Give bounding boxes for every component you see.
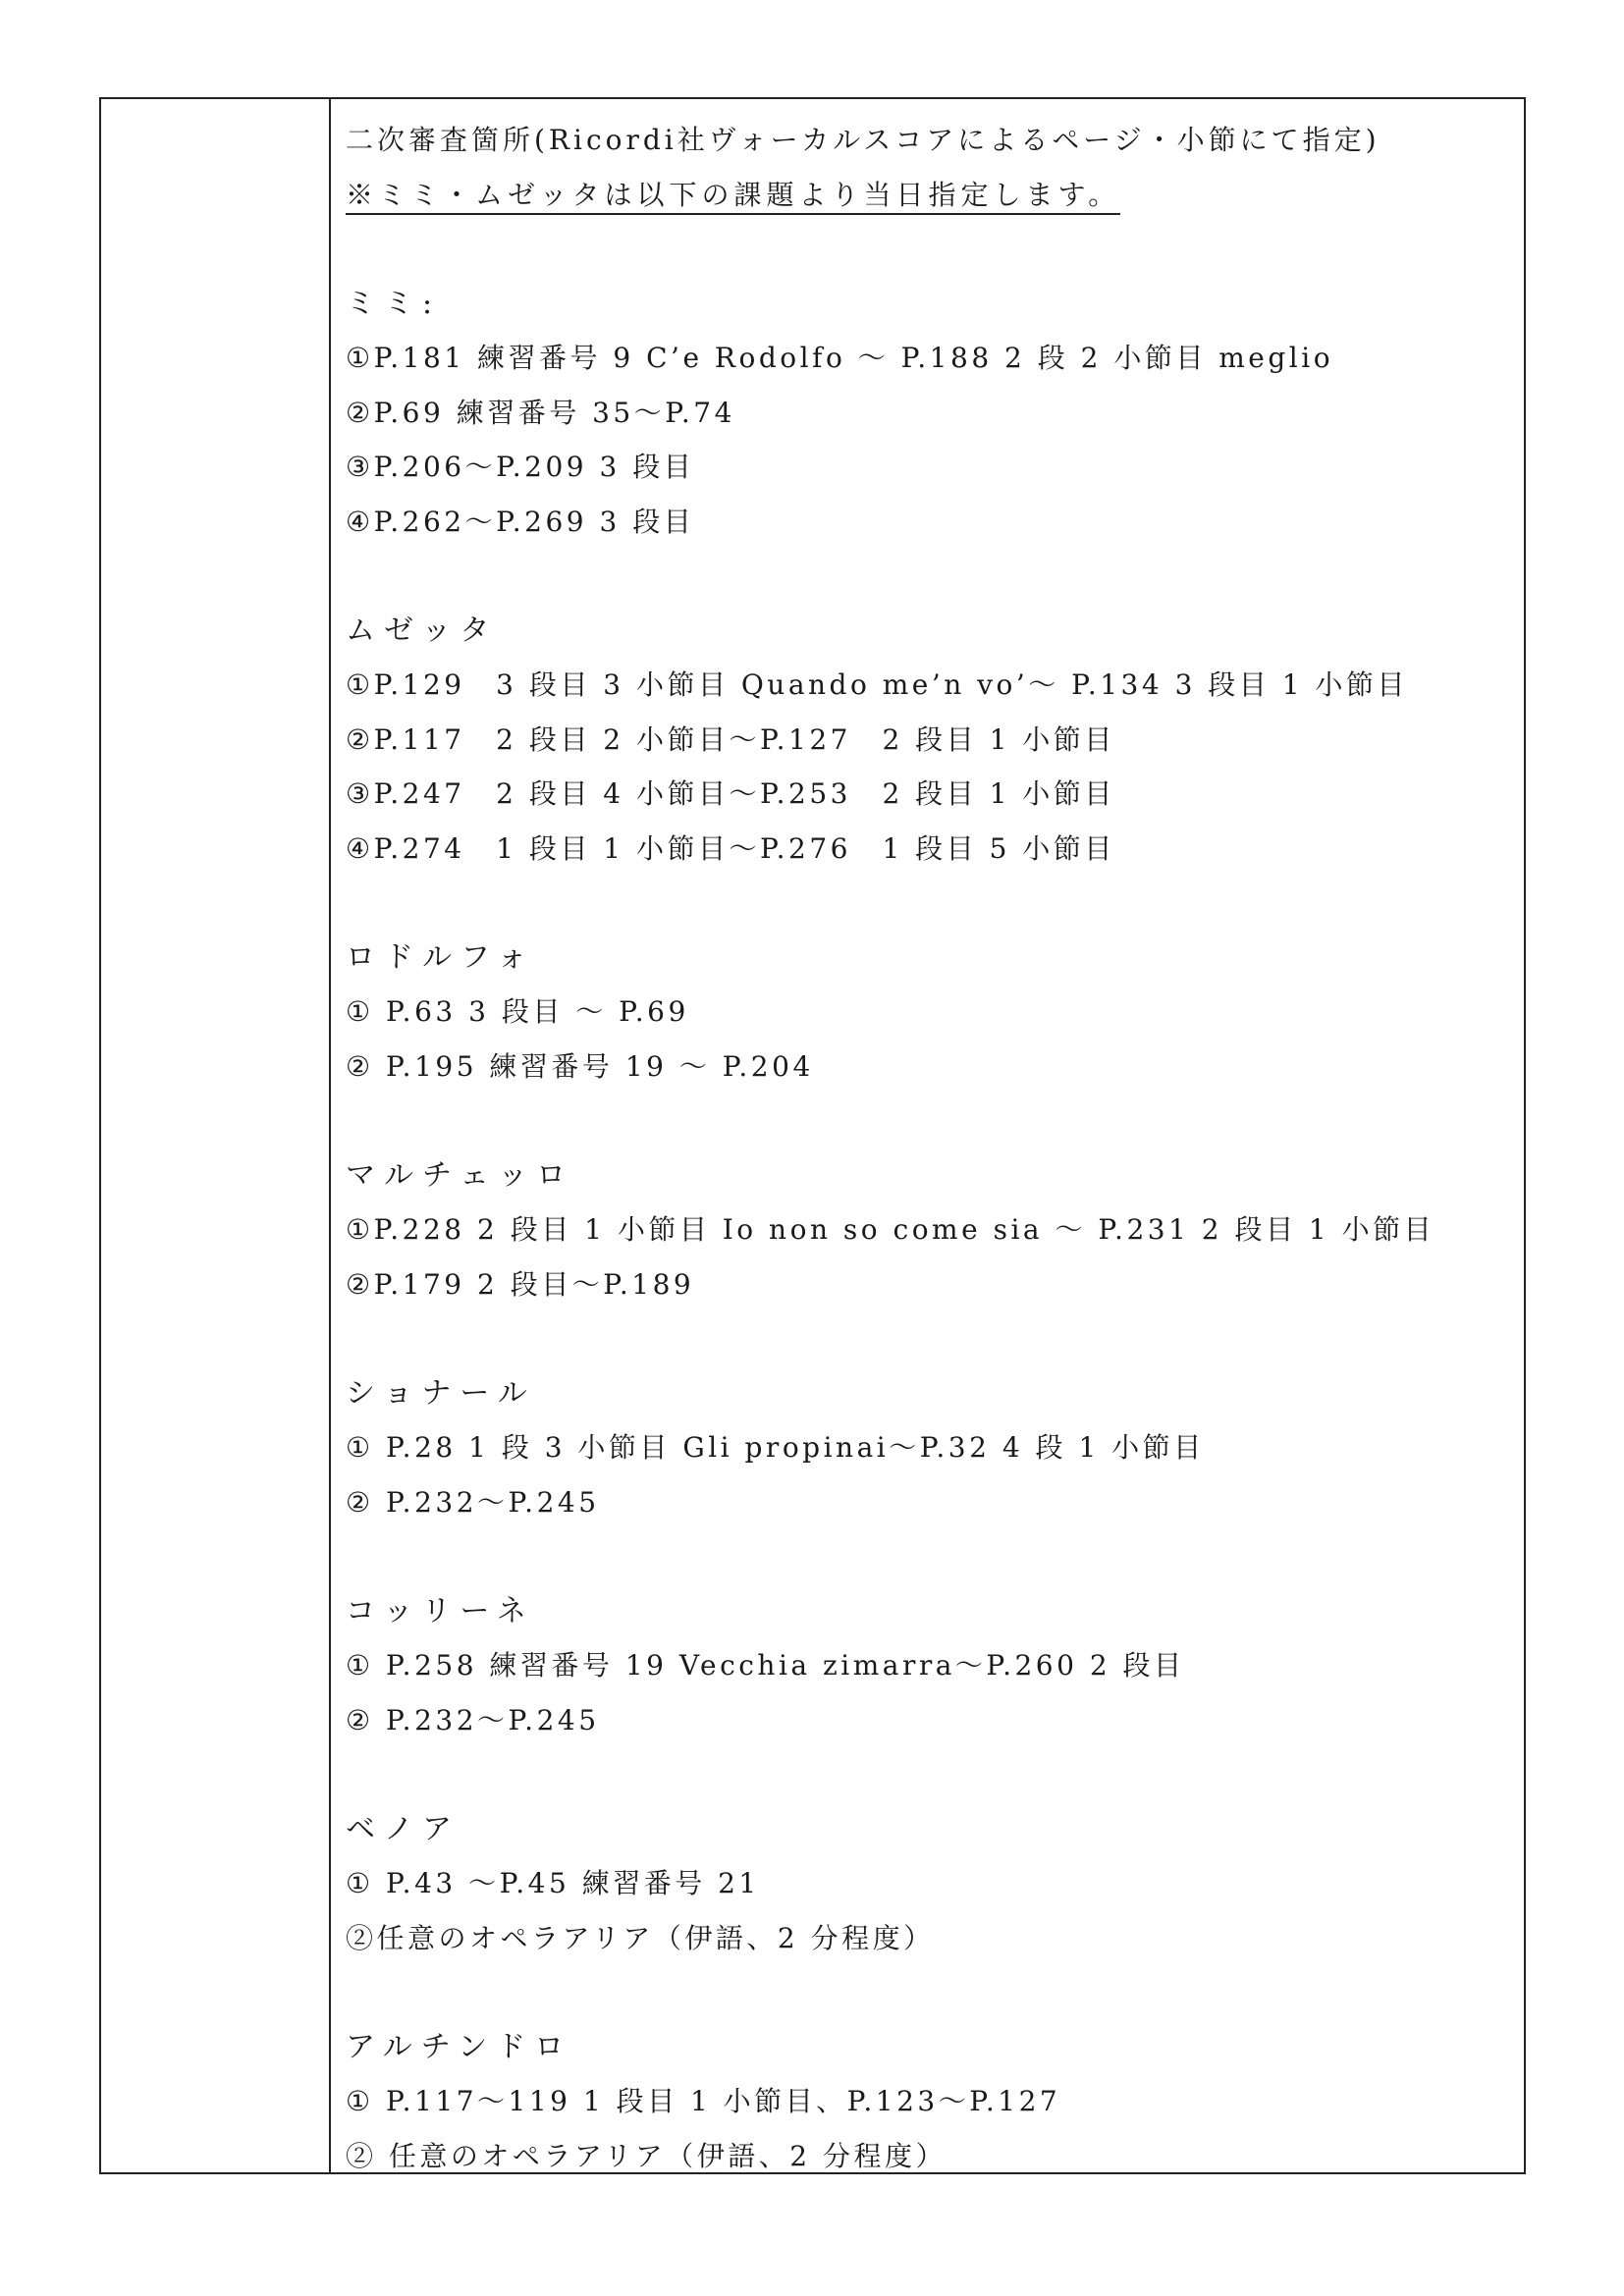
role-heading-alcindoro: アルチンドロ: [346, 2029, 573, 2064]
spacer: [346, 1747, 1524, 1802]
excerpt-item: ②P.69 練習番号 35〜P.74: [346, 396, 735, 429]
excerpt-item: ④P.274 1 段目 1 小節目〜P.276 1 段目 5 小節目: [346, 831, 1115, 865]
role-heading-mimi: ミミ:: [346, 286, 442, 321]
spacer: [346, 1094, 1524, 1148]
role-heading-schaunard: ショナール: [346, 1375, 536, 1411]
excerpt-item: ① P.43 〜P.45 練習番号 21: [346, 1867, 760, 1899]
role-heading-rodolfo: ロドルフォ: [346, 939, 536, 975]
excerpt-item: ④P.262〜P.269 3 段目: [346, 505, 695, 538]
excerpt-item: ② 任意のオペラアリア（伊語、2 分程度）: [346, 2139, 947, 2172]
excerpt-item: ②P.179 2 段目〜P.189: [346, 1267, 695, 1301]
role-heading-musetta: ムゼッタ: [346, 613, 499, 648]
section-note-row: [346, 168, 1524, 223]
excerpt-item: ①P.228 2 段目 1 小節目 Io non so come sia 〜 P.231 2 段目 1 小節目: [346, 1213, 1435, 1246]
excerpt-item: ①P.129 3 段目 3 小節目 Quando me’n vo’〜 P.134 3 段目 1 小節目: [346, 668, 1408, 701]
excerpt-item: ② P.232〜P.245: [346, 1703, 600, 1736]
spacer: [346, 1311, 1524, 1366]
excerpt-item: ② P.195 練習番号 19 〜 P.204: [346, 1049, 814, 1083]
table-left-column: [101, 99, 331, 2172]
excerpt-item: ① P.63 3 段目 〜 P.69: [346, 995, 689, 1028]
audition-table: [99, 97, 1526, 2174]
excerpt-item: ②任意のオペラアリア（伊語、2 分程度）: [346, 1921, 935, 1954]
excerpt-item: ②P.117 2 段目 2 小節目〜P.127 2 段目 1 小節目: [346, 722, 1115, 756]
role-heading-marcello: マルチェッロ: [346, 1157, 575, 1193]
table-right-column: [331, 99, 1524, 2172]
spacer: [346, 549, 1524, 604]
spacer: [346, 222, 1524, 277]
section-note: ※ミミ・ムゼッタは以下の課題より当日指定します。: [346, 178, 1120, 215]
excerpt-item: ①P.181 練習番号 9 C’e Rodolfo 〜 P.188 2 段 2 小節目 meglio: [346, 342, 1334, 374]
excerpt-item: ① P.258 練習番号 19 Vecchia zimarra〜P.260 2 段目: [346, 1649, 1185, 1682]
role-heading-colline: コッリーネ: [346, 1593, 535, 1629]
excerpt-item: ③P.247 2 段目 4 小節目〜P.253 2 段目 1 小節目: [346, 777, 1115, 810]
spacer: [346, 876, 1524, 931]
role-heading-benoit: ベノア: [346, 1811, 460, 1846]
spacer: [346, 1965, 1524, 2020]
excerpt-item: ① P.117〜119 1 段目 1 小節目、P.123〜P.127: [346, 2085, 1061, 2117]
excerpt-item: ② P.232〜P.245: [346, 1485, 600, 1519]
excerpt-item: ③P.206〜P.209 3 段目: [346, 451, 695, 483]
spacer: [346, 1529, 1524, 1584]
excerpt-item: ① P.28 1 段 3 小節目 Gli propinai〜P.32 4 段 1 小節目: [346, 1431, 1205, 1464]
section-title: 二次審査箇所(Ricordi社ヴォーカルスコアによるページ・小節にて指定): [346, 124, 1380, 156]
